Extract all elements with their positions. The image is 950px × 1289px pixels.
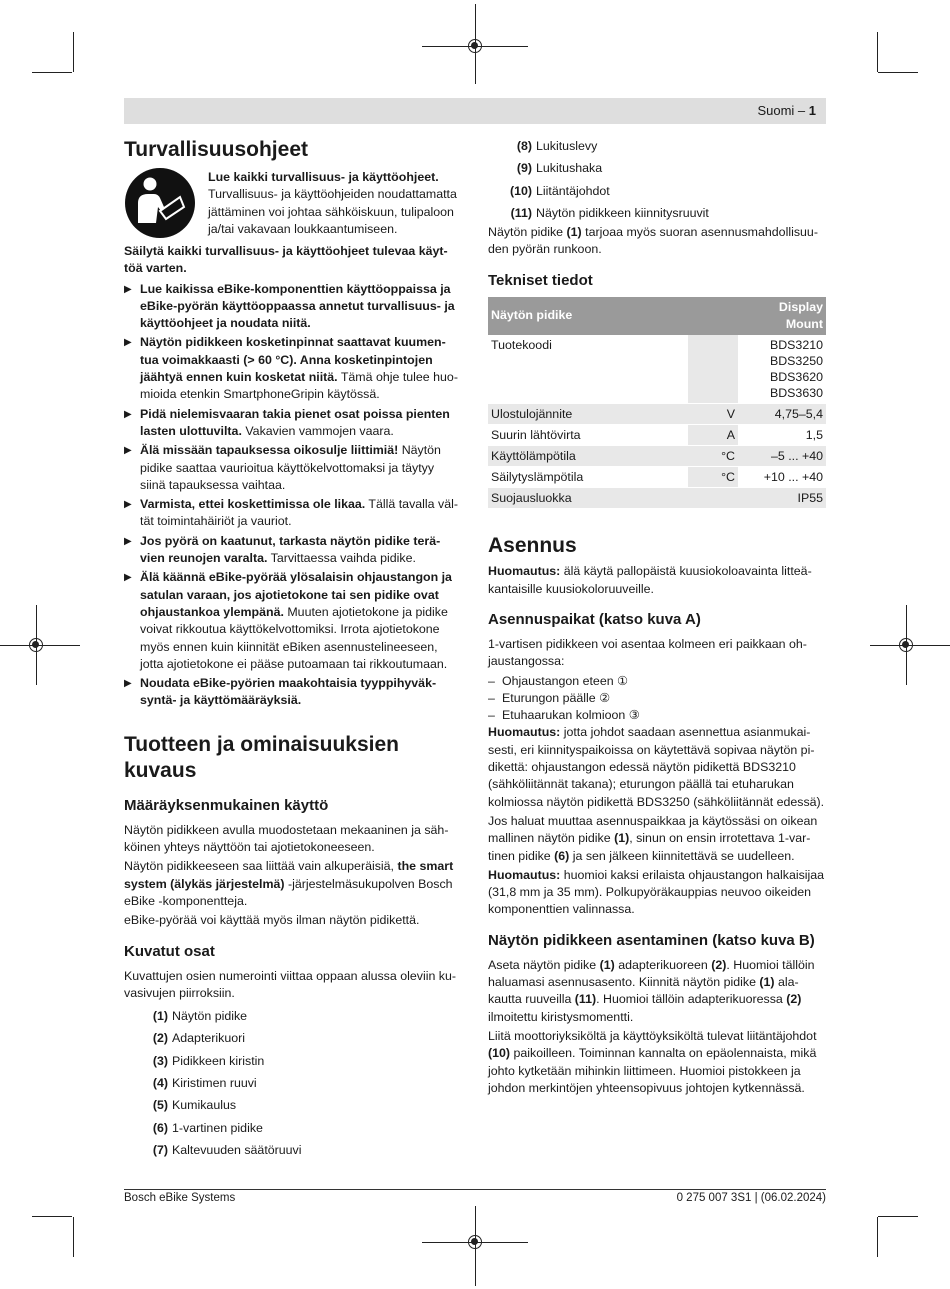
parts-list-continued	[488, 138, 826, 222]
note: Huomautus: huomioi kaksi erilaista ohjaustangon halkaisijaa (31,8 mm ja 35 mm). Polkupyöräkauppias neuvoo oikeiden komponenttien valinnassa.	[488, 867, 825, 917]
registration-mark-icon	[468, 1235, 482, 1249]
paragraph: Näytön pidikkeeseen saa liittää vain alkuperäisiä, the smart system (älykäs järjestelmä) -järjestelmäsukupolven Bosch eBike -komponentteja.	[124, 859, 454, 908]
paragraph: Näytön pidikkeen avulla muodostetaan mekaaninen ja sähköinen yhteys näyttöön tai ajotietokoneeseen.	[124, 822, 449, 855]
technical-data-table	[488, 297, 826, 510]
footer-divider	[124, 1189, 826, 1190]
section-title-installation: Asennus	[488, 534, 577, 558]
footer-doc-number: 0 275 007 3S1 | (06.02.2024)	[676, 1192, 826, 1204]
intro-block: Lue kaikki turvallisuus- ja käyttöohjeet. Turvallisuus- ja käyttöohjeiden noudattamatta jättäminen voi johtaa sähköiskuun, tulipaloon ja/tai vakavaan loukkaantumiseen.	[124, 169, 458, 239]
paragraph: Aseta näytön pidike (1) adapterikuoreen (2). Huomioi tällöin haluamasi asennusasento. Kiinnitä näytön pidike (1) alakautta ruuveilla (11). Huomioi tällöin adapterikuoressa (2) ilmoitettu kiristysmomentti.	[488, 957, 815, 1024]
header-page-label: Suomi – 1	[757, 103, 816, 118]
table-row: Suurin lähtövirta A 1,5	[488, 425, 826, 446]
subheading-technical-data: Tekniset tiedot	[488, 271, 593, 289]
note: Huomautus: älä käytä pallopäistä kuusiokoloavainta litteäkantaisille kuusiokoloruuveille.	[488, 564, 812, 596]
list-item: (2) Adapterikuori	[152, 1031, 246, 1046]
list-item: (6) 1-vartinen pidike	[152, 1120, 263, 1135]
list-item: (11) Näytön pidikkeen kiinnitysruuvit	[510, 205, 709, 220]
crop-mark	[73, 1217, 74, 1257]
safety-bullet: ▶ Jos pyörä on kaatunut, tarkasta näytön pidike terävien reunojen varalta. Tarvittaessa vaihda pidike.	[124, 533, 458, 568]
safety-bullet: ▶ Lue kaikissa eBike-komponenttien käyttöoppaissa ja eBike-pyörän käyttöoppaassa annetut turvallisuus- ja käyttöohjeet ja noudata niitä.	[124, 281, 458, 333]
paragraph: Kuvattujen osien numerointi viittaa oppaan alussa oleviin kuvasivujen piirroksiin.	[124, 968, 457, 1000]
safety-bullet-list	[124, 281, 458, 710]
section-title-description: Tuotteen ja ominaisuuksien kuvaus	[124, 732, 399, 782]
table-row: Ulostulojännite V 4,75–5,4	[488, 404, 826, 425]
paragraph: Näytön pidike (1) tarjoaa myös suoran asennusmahdollisuuden pyörän runkoon.	[488, 225, 818, 257]
list-item: (7) Kaltevuuden säätöruuvi	[152, 1142, 302, 1157]
safety-bullet: ▶ Varmista, ettei koskettimissa ole likaa. Tällä tavalla vältät toimintahäiriöt ja vauriot.	[124, 496, 458, 531]
list-item: – Ohjaustangon eteen ①	[488, 673, 629, 688]
list-item: (10) Liitäntäjohdot	[509, 183, 610, 198]
paragraph: 1-vartisen pidikkeen voi asentaa kolmeen eri paikkaan ohjaustangossa:	[488, 636, 807, 669]
list-item: (5) Kumikaulus	[152, 1098, 237, 1113]
list-item: – Eturungon päälle ②	[488, 690, 611, 705]
table-row: Suojausluokka IP55	[488, 488, 826, 509]
safety-bullet: ▶ Älä missään tapauksessa oikosulje liittimiä! Näytön pidike saattaa vaurioitua käyttökelvottomaksi ja täytyy siinä tapauksessa vaihtaa.	[124, 442, 458, 494]
subheading-intended-use: Määräyksenmukainen käyttö	[124, 796, 329, 814]
table-row: Tuotekoodi BDS3210 BDS3250 BDS3620 BDS3630	[488, 335, 826, 404]
read-manual-icon	[124, 167, 196, 239]
safety-bullet: ▶ Älä käännä eBike-pyörää ylösalaisin ohjaustangon ja satulan varaan, jos ajotietokone tai sen pidike ovat ohjaustankoa ylempänä. Muuten ajotietokone ja pidike voivat rikkoutua käyttökelvottomiksi. Irrota ajotietokone myös ennen kuin kiinnität eBiken asennustelineeseen, jotta ajotietokone ei pääse putoamaan tai rikkoutumaan.	[124, 569, 458, 673]
registration-mark-icon	[468, 39, 482, 53]
right-column	[488, 138, 826, 1099]
note: Huomautus: jotta johdot saadaan asennettua asianmukaisesti, eri kiinnityspaikoissa on käytettävä sopivaa näytön pidikettä: ohjaustangon edessä näytön pidikettä BDS3210 (sähköliitännät takana); eturungon päällä tai etuharukan kolmiossa näytön pidikettä BDS3250 (sähköliitännät edessä).	[488, 725, 825, 809]
safety-bullet: ▶ Pidä nielemisvaaran takia pienet osat poissa pienten lasten ulottuvilta. Vakavien vammojen vaara.	[124, 406, 458, 441]
subheading-mounting-holder: Näytön pidikkeen asentaminen (katso kuva B)	[488, 931, 815, 949]
crop-mark	[32, 72, 72, 73]
registration-mark-icon	[29, 638, 43, 652]
paragraph: Liitä moottoriyksiköltä ja käyttöyksiköltä tulevat liitäntäjohdot (10) paikoilleen. Toiminnan kannalta on epäolennaista, mikä johto kytketään mihinkin liittimeen. Huomioi pistokkeen ja johdon merkintöjen yhteensopivuus johtojen kytkennässä.	[488, 1028, 817, 1095]
table-row: Käyttölämpötila °C –5 ... +40	[488, 446, 826, 467]
list-item: (1) Näytön pidike	[152, 1009, 248, 1024]
table-row: Säilytyslämpötila °C +10 ... +40	[488, 467, 826, 488]
crop-mark	[878, 72, 918, 73]
list-item: (9) Lukitushaka	[516, 161, 603, 176]
crop-mark	[877, 1217, 878, 1257]
crop-mark	[878, 1216, 918, 1217]
table-header-row: Näytön pidike Display Mount	[488, 297, 826, 336]
safety-bullet: ▶ Näytön pidikkeen kosketinpinnat saattavat kuumentua voimakkaasti (> 60 °C). Anna kosketinpintojen jäähtyä ennen kuin kosketat niitä. Tämä ohje tulee huomioida etenkin SmartphoneGripin käytössä.	[124, 334, 458, 403]
list-item: (8) Lukituslevy	[516, 139, 598, 153]
footer-company: Bosch eBike Systems	[124, 1192, 236, 1204]
keep-instructions: Säilytä kaikki turvallisuus- ja käyttöohjeet tulevaa käyttöä varten.	[124, 244, 448, 276]
page-header	[124, 98, 826, 124]
crop-mark	[877, 32, 878, 72]
crop-mark	[73, 32, 74, 72]
paragraph: Jos haluat muuttaa asennuspaikkaa ja käytössäsi on oikean mallinen näytön pidike (1), sinun on ensin irrotettava 1-vartinen pidike (6) ja sen jälkeen kiinnitettävä se uudelleen.	[488, 813, 818, 863]
list-item: – Etuhaarukan kolmioon ③	[488, 708, 640, 723]
paragraph: eBike-pyörää voi käyttää myös ilman näytön pidikettä.	[124, 913, 420, 928]
subheading-parts: Kuvatut osat	[124, 942, 215, 960]
section-title-safety: Turvallisuusohjeet	[124, 138, 308, 161]
list-item: (3) Pidikkeen kiristin	[152, 1053, 265, 1068]
subheading-mounting-positions: Asennuspaikat (katso kuva A)	[488, 610, 701, 628]
left-column	[124, 137, 458, 1164]
crop-mark	[32, 1216, 72, 1217]
registration-mark-icon	[899, 638, 913, 652]
list-item: (4) Kiristimen ruuvi	[152, 1075, 257, 1090]
parts-list	[124, 1008, 458, 1159]
safety-bullet: ▶ Noudata eBike-pyörien maakohtaisia tyyppihyväksyntä- ja käyttömääräyksiä.	[124, 675, 458, 710]
